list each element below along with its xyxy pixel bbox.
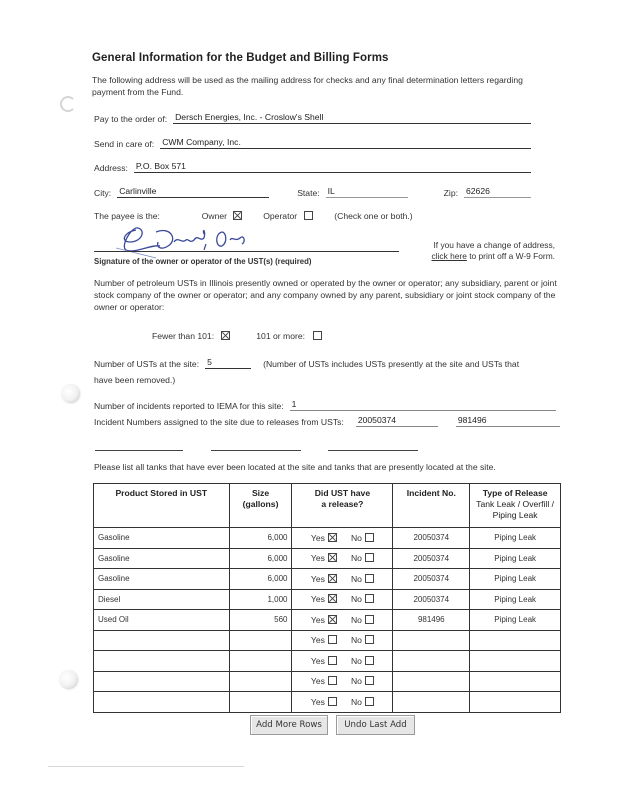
header-type-line3: Piping Leak bbox=[492, 510, 538, 520]
city-field[interactable]: Carlinville bbox=[117, 186, 269, 198]
101-or-more-label: 101 or more: bbox=[256, 331, 306, 341]
product-cell[interactable]: Used Oil bbox=[94, 610, 230, 631]
release-cell bbox=[292, 589, 393, 610]
care-of-row bbox=[94, 137, 531, 149]
release-type-cell[interactable]: Piping Leak bbox=[470, 569, 561, 590]
release-type-cell[interactable] bbox=[470, 671, 561, 692]
release-type-cell[interactable] bbox=[470, 651, 561, 672]
no-label: No bbox=[350, 614, 362, 625]
release-yes-checkbox[interactable] bbox=[328, 697, 337, 706]
table-row bbox=[94, 569, 561, 590]
add-more-rows-button[interactable]: Add More Rows bbox=[250, 715, 328, 735]
size-cell[interactable] bbox=[229, 630, 292, 651]
header-release bbox=[292, 484, 393, 528]
address-label: Address: bbox=[94, 163, 128, 173]
yes-label: Yes bbox=[310, 696, 325, 707]
product-cell[interactable] bbox=[94, 651, 230, 672]
product-cell[interactable]: Gasoline bbox=[94, 569, 230, 590]
incident-number-field-5[interactable] bbox=[328, 450, 418, 451]
tanks-instruction: Please list all tanks that have ever been located at the site and tanks that are presently located at the site. bbox=[94, 462, 496, 472]
release-type-cell[interactable]: Piping Leak bbox=[470, 528, 561, 549]
size-cell[interactable] bbox=[229, 692, 292, 713]
address-row bbox=[94, 161, 531, 173]
footer-rule bbox=[48, 766, 244, 767]
undo-last-add-button[interactable]: Undo Last Add bbox=[336, 715, 415, 735]
release-yes-checkbox[interactable] bbox=[328, 574, 337, 583]
payee-hint: (Check one or both.) bbox=[334, 211, 413, 221]
yes-label: Yes bbox=[310, 532, 325, 543]
release-type-cell[interactable]: Piping Leak bbox=[470, 548, 561, 569]
release-no-checkbox[interactable] bbox=[365, 635, 374, 644]
no-label: No bbox=[350, 553, 362, 564]
yes-label: Yes bbox=[310, 594, 325, 605]
incidents-label: Number of incidents reported to IEMA for this site: bbox=[94, 401, 284, 411]
release-cell bbox=[292, 692, 393, 713]
incidents-row bbox=[94, 399, 556, 411]
release-cell bbox=[292, 528, 393, 549]
incidents-field[interactable]: 1 bbox=[290, 399, 556, 411]
incident-cell[interactable]: 20050374 bbox=[393, 548, 470, 569]
size-cell[interactable]: 560 bbox=[229, 610, 292, 631]
yes-label: Yes bbox=[310, 553, 325, 564]
header-incident: Incident No. bbox=[393, 484, 470, 528]
usts-at-site-label: Number of USTs at the site: bbox=[94, 359, 200, 369]
table-row bbox=[94, 528, 561, 549]
zip-field[interactable]: 62626 bbox=[464, 186, 531, 198]
table-row bbox=[94, 548, 561, 569]
w9-notice-line1: If you have a change of address, bbox=[433, 240, 555, 250]
release-no-checkbox[interactable] bbox=[365, 574, 374, 583]
release-yes-checkbox[interactable] bbox=[328, 656, 337, 665]
ust-count-options bbox=[152, 331, 322, 341]
product-cell[interactable]: Gasoline bbox=[94, 528, 230, 549]
fewer-than-101-checkbox[interactable] bbox=[221, 331, 230, 340]
header-type bbox=[470, 484, 561, 528]
release-cell bbox=[292, 548, 393, 569]
pay-to-field[interactable]: Dersch Energies, Inc. - Croslow's Shell bbox=[173, 112, 531, 124]
no-label: No bbox=[350, 676, 362, 687]
incident-cell[interactable]: 20050374 bbox=[393, 569, 470, 590]
size-cell[interactable]: 6,000 bbox=[229, 528, 292, 549]
state-label: State: bbox=[297, 188, 320, 198]
release-yes-checkbox[interactable] bbox=[328, 615, 337, 624]
release-cell bbox=[292, 651, 393, 672]
state-field[interactable]: IL bbox=[326, 186, 408, 198]
signature-line bbox=[94, 251, 399, 252]
fewer-than-101-label: Fewer than 101: bbox=[152, 331, 215, 341]
incident-number-field-4[interactable] bbox=[211, 450, 301, 451]
yes-label: Yes bbox=[310, 655, 325, 666]
table-row bbox=[94, 589, 561, 610]
binder-hole-bottom bbox=[59, 670, 77, 688]
incident-numbers-label: Incident Numbers assigned to the site due to releases from USTs: bbox=[94, 417, 344, 427]
release-yes-checkbox[interactable] bbox=[328, 594, 337, 603]
table-row bbox=[94, 651, 561, 672]
incident-numbers-row bbox=[94, 415, 560, 427]
size-cell[interactable]: 1,000 bbox=[229, 589, 292, 610]
product-cell[interactable]: Diesel bbox=[94, 589, 230, 610]
binder-hole-middle bbox=[61, 384, 79, 402]
incident-number-field-1[interactable]: 20050374 bbox=[356, 415, 438, 427]
table-header-row bbox=[94, 484, 561, 528]
w9-notice bbox=[413, 240, 555, 262]
release-type-cell[interactable] bbox=[470, 630, 561, 651]
usts-at-site-field[interactable]: 5 bbox=[205, 357, 251, 369]
release-no-checkbox[interactable] bbox=[365, 676, 374, 685]
table-row bbox=[94, 610, 561, 631]
no-label: No bbox=[350, 594, 362, 605]
yes-label: Yes bbox=[310, 676, 325, 687]
page-title: General Information for the Budget and Billing Forms bbox=[92, 52, 389, 64]
no-label: No bbox=[350, 635, 362, 646]
release-cell bbox=[292, 671, 393, 692]
no-label: No bbox=[350, 532, 362, 543]
size-cell[interactable]: 6,000 bbox=[229, 569, 292, 590]
size-cell[interactable]: 6,000 bbox=[229, 548, 292, 569]
release-yes-checkbox[interactable] bbox=[328, 635, 337, 644]
incident-number-field-2[interactable]: 981496 bbox=[456, 415, 560, 427]
release-yes-checkbox[interactable] bbox=[328, 533, 337, 542]
release-type-cell[interactable]: Piping Leak bbox=[470, 610, 561, 631]
w9-notice-line2: to print off a W-9 Form. bbox=[466, 251, 555, 261]
release-cell bbox=[292, 569, 393, 590]
usts-note-line1: (Number of USTs includes USTs presently at the site and USTs that bbox=[263, 359, 520, 369]
101-or-more-checkbox[interactable] bbox=[313, 331, 322, 340]
city-state-zip-row bbox=[94, 186, 531, 198]
header-release-line2: a release? bbox=[321, 499, 364, 509]
pay-to-label: Pay to the order of: bbox=[94, 114, 168, 124]
release-type-cell[interactable] bbox=[470, 692, 561, 713]
release-no-checkbox[interactable] bbox=[365, 697, 374, 706]
no-label: No bbox=[350, 655, 362, 666]
signature-image bbox=[116, 220, 256, 260]
release-no-checkbox[interactable] bbox=[365, 656, 374, 665]
intro-text: The following address will be used as the mailing address for checks and any final determination letters regarding payment from the Fund. bbox=[92, 75, 523, 97]
address-field[interactable]: P.O. Box 571 bbox=[134, 161, 531, 173]
table-row bbox=[94, 630, 561, 651]
payee-label: The payee is the: bbox=[94, 211, 160, 221]
header-type-line2: Tank Leak / Overfill / bbox=[476, 499, 555, 509]
release-cell bbox=[292, 630, 393, 651]
yes-label: Yes bbox=[310, 573, 325, 584]
header-release-line1: Did UST have bbox=[314, 488, 371, 498]
product-cell[interactable] bbox=[94, 692, 230, 713]
release-yes-checkbox[interactable] bbox=[328, 553, 337, 562]
release-no-checkbox[interactable] bbox=[365, 533, 374, 542]
product-cell[interactable]: Gasoline bbox=[94, 548, 230, 569]
operator-checkbox[interactable] bbox=[304, 211, 313, 220]
city-label: City: bbox=[94, 188, 112, 198]
no-label: No bbox=[350, 573, 362, 584]
operator-label: Operator bbox=[263, 211, 298, 221]
incident-number-field-3[interactable] bbox=[95, 450, 183, 451]
header-size-line1: Size bbox=[251, 488, 270, 498]
yes-label: Yes bbox=[310, 635, 325, 646]
incident-cell[interactable] bbox=[393, 671, 470, 692]
incident-cell[interactable] bbox=[393, 651, 470, 672]
release-yes-checkbox[interactable] bbox=[328, 676, 337, 685]
release-type-cell[interactable]: Piping Leak bbox=[470, 589, 561, 610]
incident-cell[interactable]: 20050374 bbox=[393, 589, 470, 610]
product-cell[interactable] bbox=[94, 671, 230, 692]
table-row bbox=[94, 671, 561, 692]
no-label: No bbox=[350, 696, 362, 707]
owner-label: Owner bbox=[201, 211, 228, 221]
incident-cell[interactable] bbox=[393, 630, 470, 651]
header-size bbox=[229, 484, 292, 528]
tanks-table bbox=[93, 483, 561, 713]
w9-link[interactable]: click here bbox=[431, 251, 467, 261]
release-no-checkbox[interactable] bbox=[365, 615, 374, 624]
release-no-checkbox[interactable] bbox=[365, 553, 374, 562]
incident-cell[interactable] bbox=[393, 692, 470, 713]
owner-checkbox[interactable] bbox=[233, 211, 242, 220]
release-no-checkbox[interactable] bbox=[365, 594, 374, 603]
pay-to-row bbox=[94, 112, 531, 124]
usts-note-line2: have been removed.) bbox=[94, 375, 176, 385]
size-cell[interactable] bbox=[229, 671, 292, 692]
care-of-field[interactable]: CWM Company, Inc. bbox=[160, 137, 531, 149]
table-row bbox=[94, 692, 561, 713]
header-type-line1: Type of Release bbox=[482, 488, 548, 498]
header-product: Product Stored in UST bbox=[94, 484, 230, 528]
product-cell[interactable] bbox=[94, 630, 230, 651]
binder-hole-top bbox=[60, 96, 76, 112]
size-cell[interactable] bbox=[229, 651, 292, 672]
zip-label: Zip: bbox=[443, 188, 458, 198]
usts-at-site-row bbox=[94, 357, 519, 369]
ust-count-question: Number of petroleum USTs in Illinois presently owned or operated by the owner or operator; any subsidiary, parent or joint stock company of the owner or operator; and any company owned by any parent, subsidiary or joint stock company of the owner or operator: bbox=[94, 278, 557, 312]
header-size-line2: (gallons) bbox=[242, 499, 279, 509]
yes-label: Yes bbox=[310, 614, 325, 625]
signature-caption: Signature of the owner or operator of the UST(s) (required) bbox=[94, 257, 312, 266]
incident-cell[interactable]: 981496 bbox=[393, 610, 470, 631]
incident-cell[interactable]: 20050374 bbox=[393, 528, 470, 549]
care-of-label: Send in care of: bbox=[94, 139, 155, 149]
release-cell bbox=[292, 610, 393, 631]
